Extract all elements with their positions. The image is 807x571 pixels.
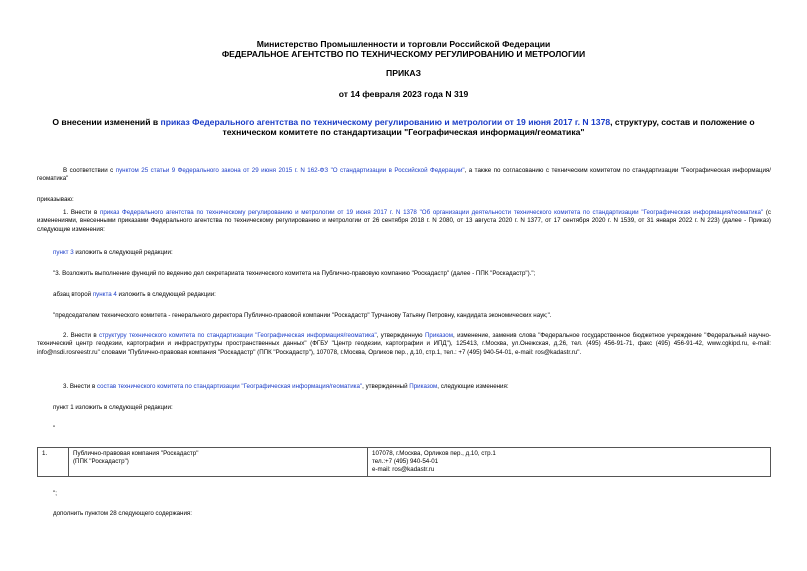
order-link-2[interactable]: Приказом: [424, 332, 454, 339]
org-name: Публично-правовая компания "Роскадастр": [73, 450, 199, 457]
ministry-heading: Министерство Промышленности и торговли Российской Федерации: [256, 39, 551, 49]
p2-b: (с изменениями, внесенными приказами Федерального агентства по техническому регулированию и метрологии от 26 сентября 2018 г. N 2080, от 13 августа 2020 г. N 1377, от 17 сентября 2020 г. N 1539, от 31 января 2022 г. N 223) (далее - Приказ) следующие изменения:: [37, 209, 772, 233]
paragraph-chairman: "председателем технического комитета - генерального директора Публично-правовой компании "Роскадастр" Турчанову Татьяну Петровну, кандидата экономических наук;".: [53, 312, 552, 319]
organization-cell: [69, 448, 368, 477]
members-table: [37, 447, 771, 477]
p7-a: 2. Внести в: [63, 332, 100, 339]
order-1378-link[interactable]: приказ Федерального агентства по техническому регулированию и метрологии от 19 июня 2017 г. N 1378 "Об организации деятельности технического комитета по стандартизации "Географическая информация/геоматика": [100, 209, 764, 216]
prikazyvayu: приказываю:: [37, 196, 74, 203]
point-3-link[interactable]: пункт 3: [53, 249, 74, 256]
agency-heading: ФЕДЕРАЛЬНОЕ АГЕНТСТВО ПО ТЕХНИЧЕСКОМУ РЕГУЛИРОВАНИЮ И МЕТРОЛОГИИ: [221, 49, 586, 59]
p8-b: , утвержденный: [362, 383, 410, 390]
point-4-link[interactable]: пункта 4: [92, 291, 117, 298]
p3-rest: изложить в следующей редакции:: [73, 249, 173, 256]
p7-c: , изменение, заменив слова "Федеральное государственное бюджетное учреждение "Федеральный научно-технический центр геодезии, картографии и инфраструктуры пространственных данных" (ФГБУ "Центр геодезии, картографии и ИПД"), 125413, г.Москва, ул.Онежская, д.26, тел. (495) 456-91-71, факс (495) 456-91-42, www.cgkipd.ru, e-mail: info@nsdi.rosreestr.ru" словами "Публично-правовая компания "Роскадастр" (ППК "Роскадастр"), 107078, г.Москва, Орликов пер., д.10, стр.1, тел.: +7 (495) 940-54-01, e-mail: ros@kadastr.ru".: [37, 332, 771, 356]
quote-open: ": [53, 425, 56, 432]
paragraph-point-28: дополнить пунктом 28 следующего содержания:: [53, 510, 192, 517]
title-link[interactable]: приказ Федерального агентства по техническому регулированию и метрологии от 19 июня 2017 г. N 1378: [160, 117, 611, 127]
order-date-number: от 14 февраля 2023 года N 319: [338, 89, 469, 99]
title-prefix: О внесении изменений в: [52, 117, 161, 127]
p7-b: , утвержденную: [376, 332, 425, 339]
order-title: [36, 117, 771, 137]
title-suffix: , структуру, состав и положение о техническом комитете по стандартизации "Географическая информация/геоматика": [222, 117, 755, 137]
row-number: 1.: [38, 448, 69, 477]
p1-prefix: В соответствии с: [63, 167, 116, 174]
phone: тел.:+7 (495) 940-54-01: [372, 458, 439, 465]
law-link[interactable]: пунктом 25 статьи 9 Федерального закона от 29 июня 2015 г. N 162-ФЗ "О стандартизации в Российской Федерации": [115, 167, 465, 174]
composition-link[interactable]: состав технического комитета по стандартизации "Географическая информация/геоматика": [96, 383, 363, 390]
quote-close: ";: [53, 490, 57, 497]
structure-link[interactable]: структуру технического комитета по стандартизации "Географическая информация/геоматика": [99, 332, 377, 339]
address: 107078, г.Москва, Орликов пер., д.10, стр.1: [372, 450, 496, 457]
p2-a: 1. Внести в: [63, 209, 101, 216]
order-link-3[interactable]: Приказом: [409, 383, 438, 390]
paragraph-item-3: [37, 383, 771, 391]
p5-a: абзац второй: [53, 291, 93, 298]
address-cell: [368, 448, 771, 477]
paragraph-point-1: пункт 1 изложить в следующей редакции:: [53, 404, 173, 411]
paragraph-point-4: [53, 291, 216, 299]
paragraph-new-point-3: "3. Возложить выполнение функций по ведению дел секретариата технического комитета на Публично-правовую компанию "Роскадастр" (далее - ППК "Роскадастр").";: [53, 270, 536, 277]
paragraph-basis: [37, 167, 771, 184]
p5-b: изложить в следующей редакции:: [116, 291, 216, 298]
p8-a: 3. Внести в: [63, 383, 97, 390]
doc-type: ПРИКАЗ: [386, 68, 421, 78]
p1-suffix: , а также по согласованию с техническим комитетом по стандартизации "Географическая информация/геоматика": [37, 167, 771, 183]
paragraph-item-1: [37, 209, 771, 234]
p8-c: , следующие изменения:: [437, 383, 509, 390]
paragraph-point-3: [53, 249, 173, 257]
org-short-name: (ППК "Роскадастр"): [73, 458, 129, 465]
table-row: [38, 448, 771, 477]
email: e-mail: ros@kadastr.ru: [372, 466, 435, 473]
paragraph-item-2: [37, 332, 771, 357]
